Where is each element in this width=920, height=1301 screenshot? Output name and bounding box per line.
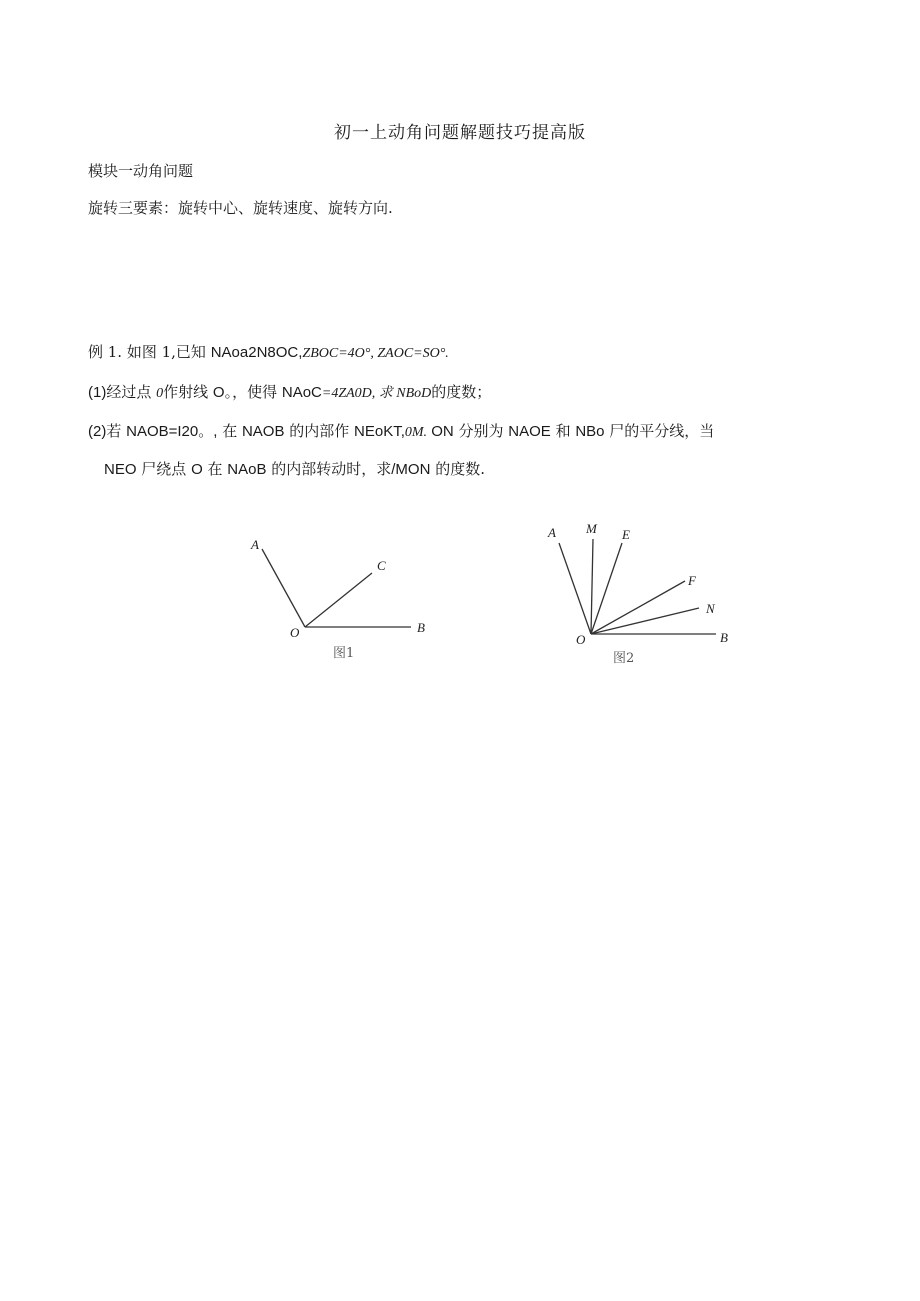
label-n: N xyxy=(706,601,715,616)
question-2 xyxy=(88,420,714,441)
example-1-given: NAoa2N8OC, xyxy=(210,344,303,361)
q2-number: (2) xyxy=(88,423,107,440)
q2c-angle-eof: NEO xyxy=(104,461,137,478)
q2-om: 0M. xyxy=(404,425,428,440)
q1-condition: =4ZA0D, 求 NBoD xyxy=(321,386,432,401)
label-m: M xyxy=(586,521,597,536)
q2c-text-d: 的度数. xyxy=(430,460,485,478)
ray-oa xyxy=(559,543,591,634)
q2-text-c: 的内部作 xyxy=(284,422,355,440)
figure-2-caption: 图2 xyxy=(613,651,635,666)
q2c-text-b: 在 xyxy=(202,460,228,478)
label-o: O xyxy=(576,632,586,647)
ray-of xyxy=(591,581,685,634)
q2-angle-eof: NEoKT, xyxy=(354,423,405,440)
q2-angle-aoe: NAOE xyxy=(508,423,551,440)
q2c-angle-mon: /MON xyxy=(391,461,431,478)
label-f: F xyxy=(688,573,696,588)
q1-text-a: 经过点 xyxy=(106,383,157,401)
example-1-statement xyxy=(88,341,449,362)
q1-ray: O。， xyxy=(212,384,248,401)
q1-point: 0 xyxy=(156,386,164,401)
label-a: A xyxy=(548,525,556,540)
ray-oe xyxy=(591,543,622,634)
q2-angle-bof: NBo xyxy=(575,423,605,440)
q2-text-f: 尸的平分线，当 xyxy=(604,422,715,440)
module-heading: 模块一动角问题 xyxy=(88,162,194,180)
figure-2 xyxy=(540,515,750,679)
rotation-elements-text: 旋转三要素：旋转中心、旋转速度、旋转方向. xyxy=(88,199,393,217)
q2-angle-aob: NAOB=I20。, xyxy=(126,423,218,440)
label-a: A xyxy=(251,537,259,552)
figure-1 xyxy=(240,525,440,674)
label-c: C xyxy=(377,558,386,573)
q1-text-c: 使得 xyxy=(247,383,282,401)
q2-angle-aob-2: NAOB xyxy=(241,423,285,440)
q2-text-b: 在 xyxy=(217,422,242,440)
q1-text-d: 的度数； xyxy=(431,383,492,401)
label-o: O xyxy=(290,625,300,640)
question-1 xyxy=(88,381,491,402)
q2-on: ON xyxy=(427,423,454,440)
label-b: B xyxy=(417,620,425,635)
q2c-text-a: 尸绕点 xyxy=(136,460,192,478)
q2-text-d: 分别为 xyxy=(453,422,509,440)
q2c-point: O xyxy=(191,461,203,478)
example-1-lead: 例 1. 如图 1,已知 xyxy=(88,343,211,361)
ray-om xyxy=(591,539,593,634)
ray-on xyxy=(591,608,699,634)
q1-angle: NAoC xyxy=(281,384,322,401)
question-2-continued xyxy=(104,458,485,479)
q2c-angle-aob: NAoB xyxy=(227,461,267,478)
label-e: E xyxy=(622,527,630,542)
ray-oc xyxy=(305,573,372,627)
q1-number: (1) xyxy=(88,384,107,401)
q1-text-b: 作射线 xyxy=(163,383,213,401)
label-b: B xyxy=(720,630,728,645)
q2c-text-c: 的内部转动时，求 xyxy=(266,460,392,478)
ray-oa xyxy=(262,549,305,627)
q2-text-e: 和 xyxy=(550,422,576,440)
example-1-angles: ZBOC=4O°, ZAOC=SO°. xyxy=(302,346,449,361)
page-title: 初一上动角问题解题技巧提高版 xyxy=(334,123,586,143)
figure-1-caption: 图1 xyxy=(333,646,355,661)
q2-text-a: 若 xyxy=(106,422,127,440)
